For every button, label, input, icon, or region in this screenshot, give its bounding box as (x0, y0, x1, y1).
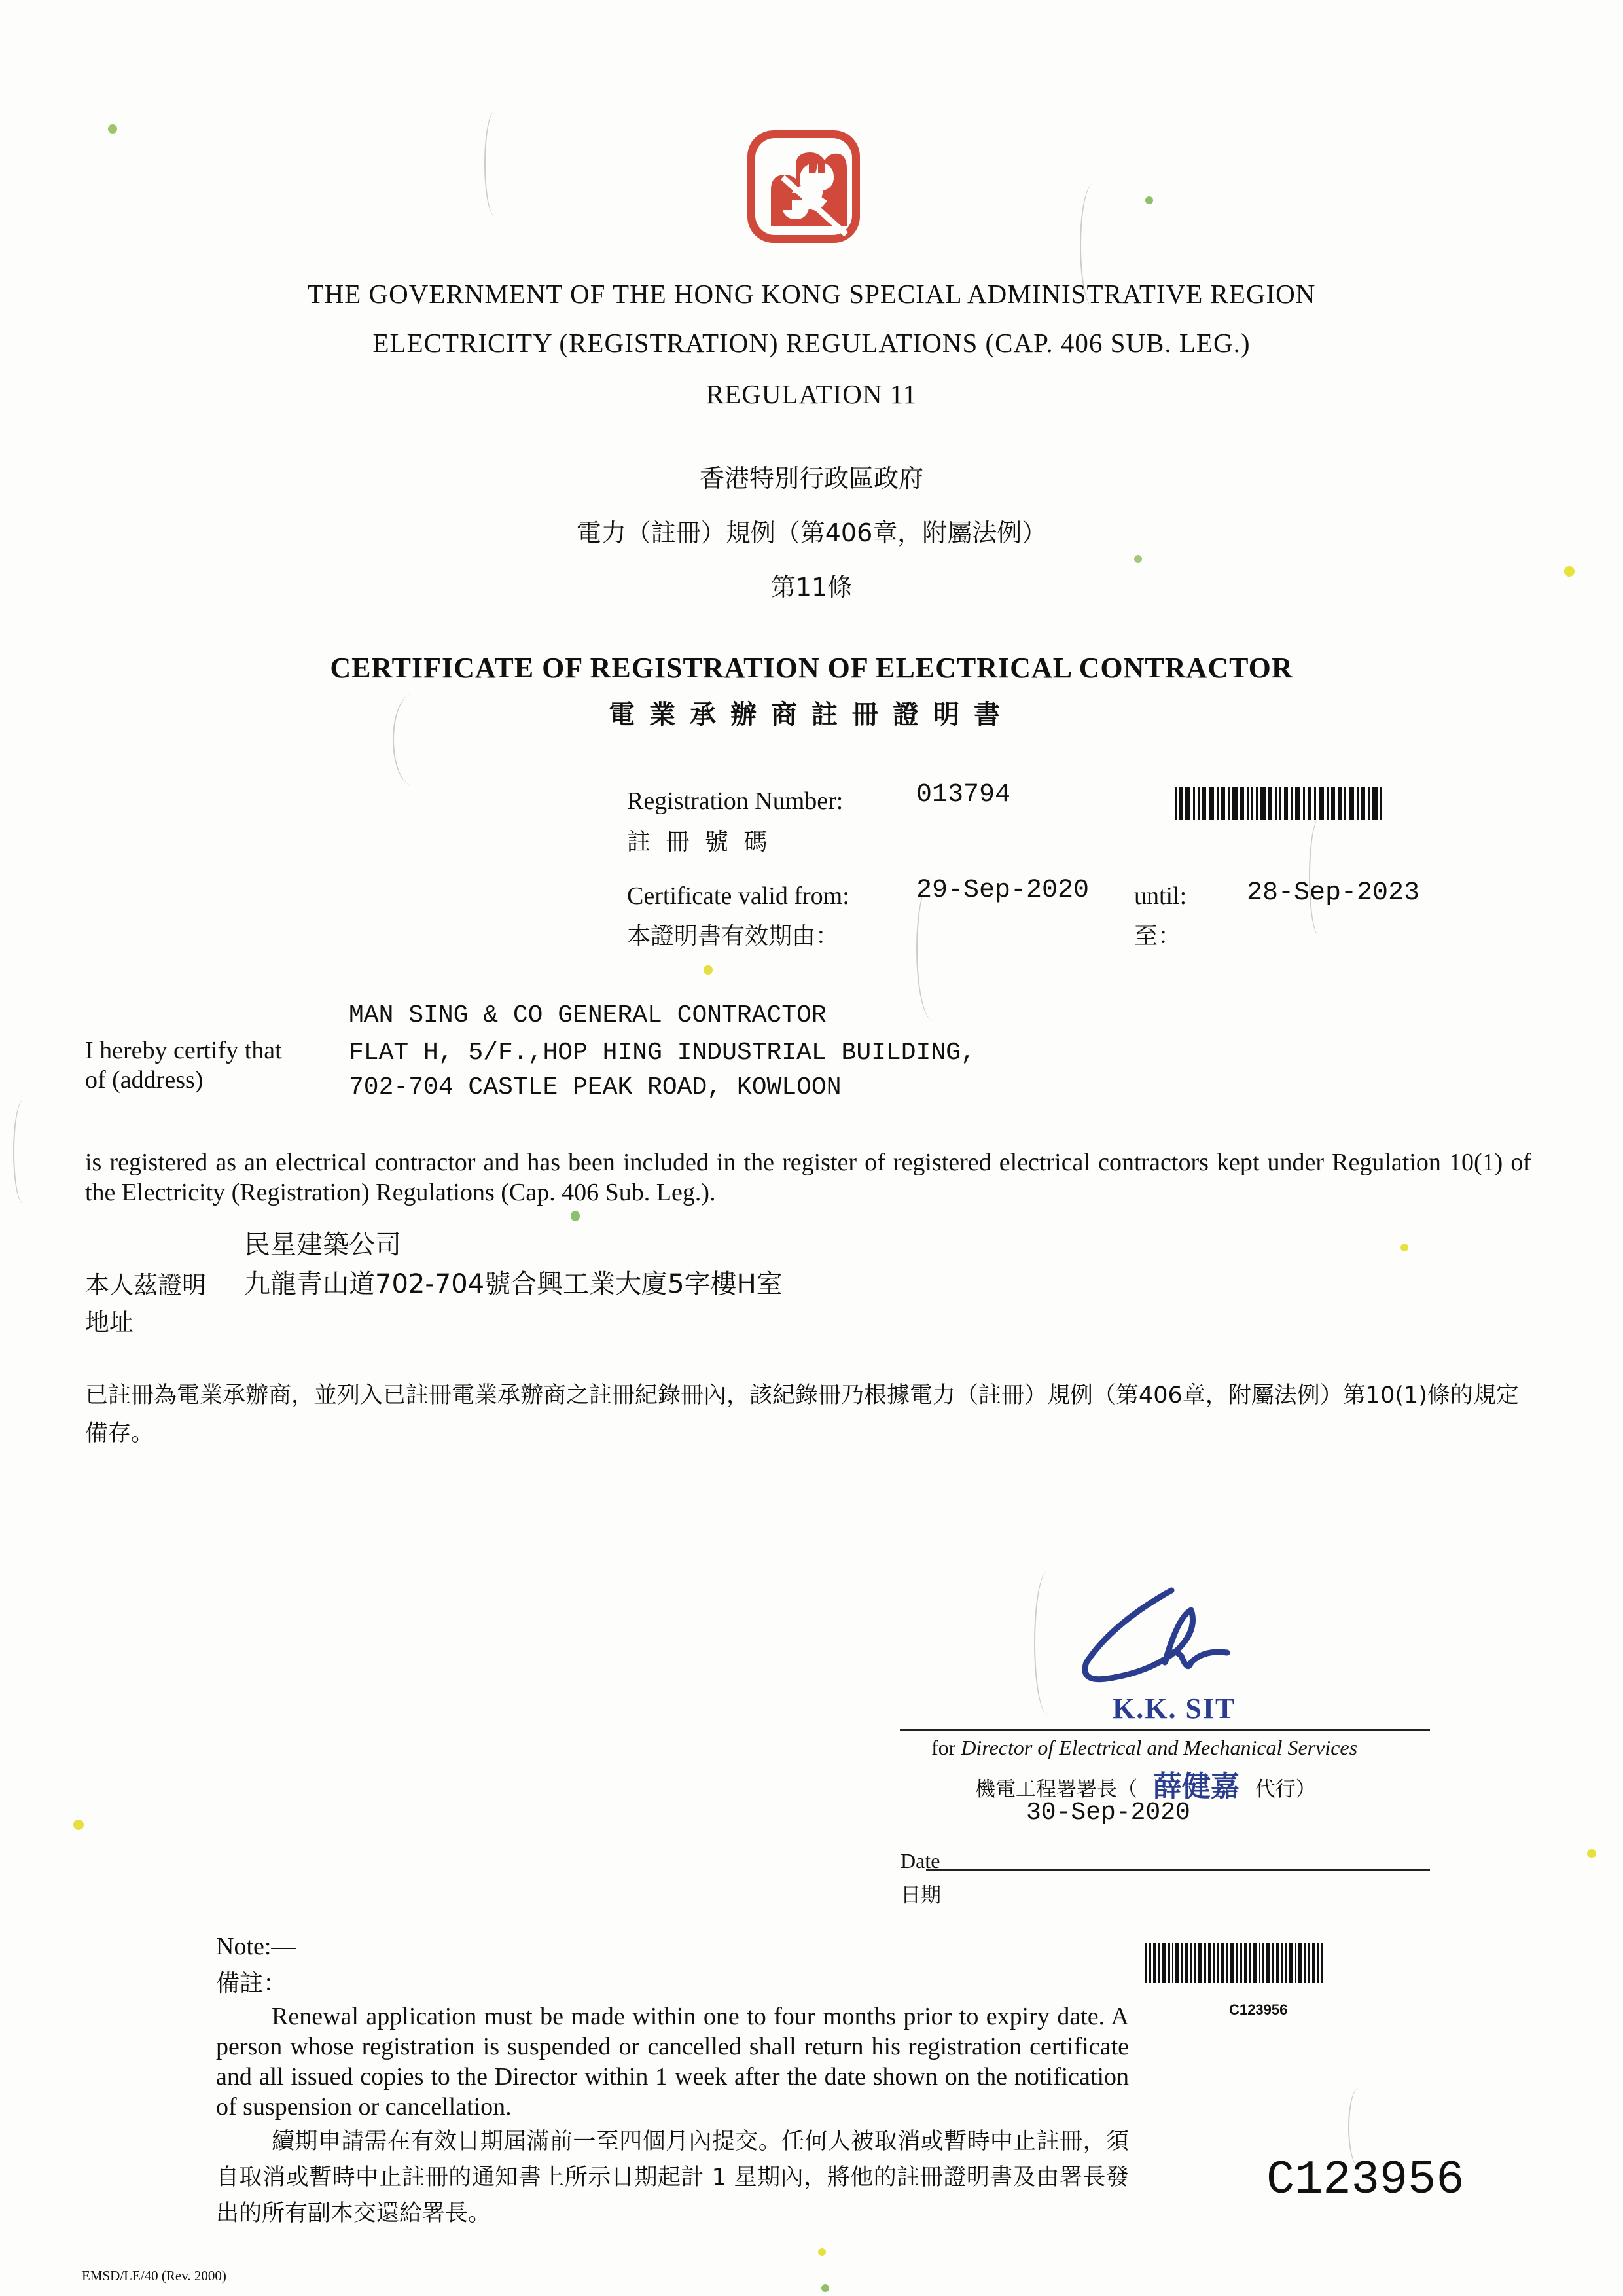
valid-from-date: 29-Sep-2020 (916, 876, 1090, 905)
header-regulation-number: REGULATION 11 (705, 379, 918, 409)
contractor-name-en: MAN SING & CO GENERAL CONTRACTOR (349, 1001, 827, 1030)
header-government-zh: 香港特別行政區政府 (699, 464, 923, 493)
signature-line (900, 1729, 1430, 1731)
valid-until-label: until: (1134, 882, 1187, 910)
note-label-zh: 備註： (216, 1970, 287, 1997)
registration-number-label-zh: 註 冊 號 碼 (627, 829, 772, 855)
header-government: THE GOVERNMENT OF THE HONG KONG SPECIAL ADMINISTRATIVE REGION (307, 279, 1316, 309)
certificate-title: CERTIFICATE OF REGISTRATION OF ELECTRICAL CONTRACTOR (330, 652, 1293, 684)
valid-from-label: Certificate valid from: (627, 882, 849, 910)
contractor-name-zh: 民星建築公司 (244, 1230, 401, 1260)
signature-date: 30-Sep-2020 (1026, 1799, 1190, 1827)
header-regulations-zh: 電力（註冊）規例（第406章，附屬法例） (576, 518, 1047, 547)
contractor-address-en-line1: FLAT H, 5/F.,HOP HING INDUSTRIAL BUILDING, (349, 1039, 976, 1067)
note-label: Note:— (216, 1933, 296, 1960)
header-regulation-number-zh: 第11條 (770, 573, 853, 601)
registration-number: 013794 (916, 780, 1011, 810)
registration-number-label: Registration Number: (627, 787, 844, 815)
contractor-address-zh: 九龍青山道702-704號合興工業大廈5字樓H室 (244, 1269, 783, 1299)
header-regulations: ELECTRICITY (REGISTRATION) REGULATIONS (CAP. 406 SUB. LEG.) (372, 328, 1251, 358)
certify-label: I hereby certify that (85, 1037, 282, 1064)
director-title-zh: 機電工程署署長（ (975, 1778, 1137, 1801)
certify-label-zh: 本人茲證明 (85, 1271, 206, 1299)
form-code: EMSD/LE/40 (Rev. 2000) (82, 2268, 226, 2284)
registration-statement-en: is registered as an electrical contractor and has been included in the register of registered electrical contractors kept under Regulation 10(1) of the Electricity (Registration) Regulations (Cap. 406 Sub. Leg.). (85, 1149, 1531, 1206)
handwritten-signature-icon (1073, 1584, 1283, 1695)
serial-number: C123956 (1266, 2153, 1465, 2207)
wrench-heart-logo-icon (745, 128, 863, 245)
note-text-zh: 續期申請需在有效日期屆滿前一至四個月內提交。任何人被取消或暫時中止註冊，須自取消或暫時中止註冊的通知書上所示日期起計 1 星期內，將他的註冊證明書及由署長發出的所有副本交還給署長。 (216, 2128, 1129, 2227)
emsd-logo (745, 128, 863, 245)
for-prefix: for (931, 1736, 956, 1759)
note-text-en: Renewal application must be made within one to four months prior to expiry date. A person whose registration is suspended or cancelled shall return his registration certificate and all issued copies to the Director within 1 week after the date shown on the notification of suspension or cancellation. (216, 2003, 1129, 2121)
valid-until-date: 28-Sep-2023 (1247, 878, 1420, 908)
valid-from-label-zh: 本證明書有效期由： (627, 923, 840, 950)
valid-until-label-zh: 至： (1134, 923, 1182, 950)
signature (1073, 1584, 1283, 1695)
signatory-title-en (931, 1736, 1357, 1760)
acting-suffix-zh: 代行） (1255, 1778, 1316, 1801)
registration-statement-zh: 已註冊為電業承辦商，並列入已註冊電業承辦商之註冊紀錄冊內，該紀錄冊乃根據電力（註冊）規例（第406章，附屬法例）第10(1)條的規定備存。 (85, 1382, 1519, 1446)
signatory-name-zh: 薛健嘉 (1152, 1770, 1240, 1803)
address-label-zh: 地址 (85, 1308, 134, 1336)
address-label: of (address) (85, 1066, 204, 1094)
date-label: Date (901, 1849, 940, 1873)
serial-barcode (1145, 1943, 1323, 1983)
registration-barcode (1175, 787, 1397, 820)
serial-barcode-caption: C123956 (1229, 2001, 1288, 2018)
director-title: Director of Electrical and Mechanical Services (961, 1736, 1358, 1759)
date-label-zh: 日期 (901, 1884, 941, 1907)
date-line (926, 1869, 1430, 1871)
contractor-address-en-line2: 702-704 CASTLE PEAK ROAD, KOWLOON (349, 1073, 842, 1102)
signatory-name: K.K. SIT (1113, 1693, 1236, 1725)
certificate-title-zh: 電業承辦商註冊證明書 (609, 700, 1014, 730)
